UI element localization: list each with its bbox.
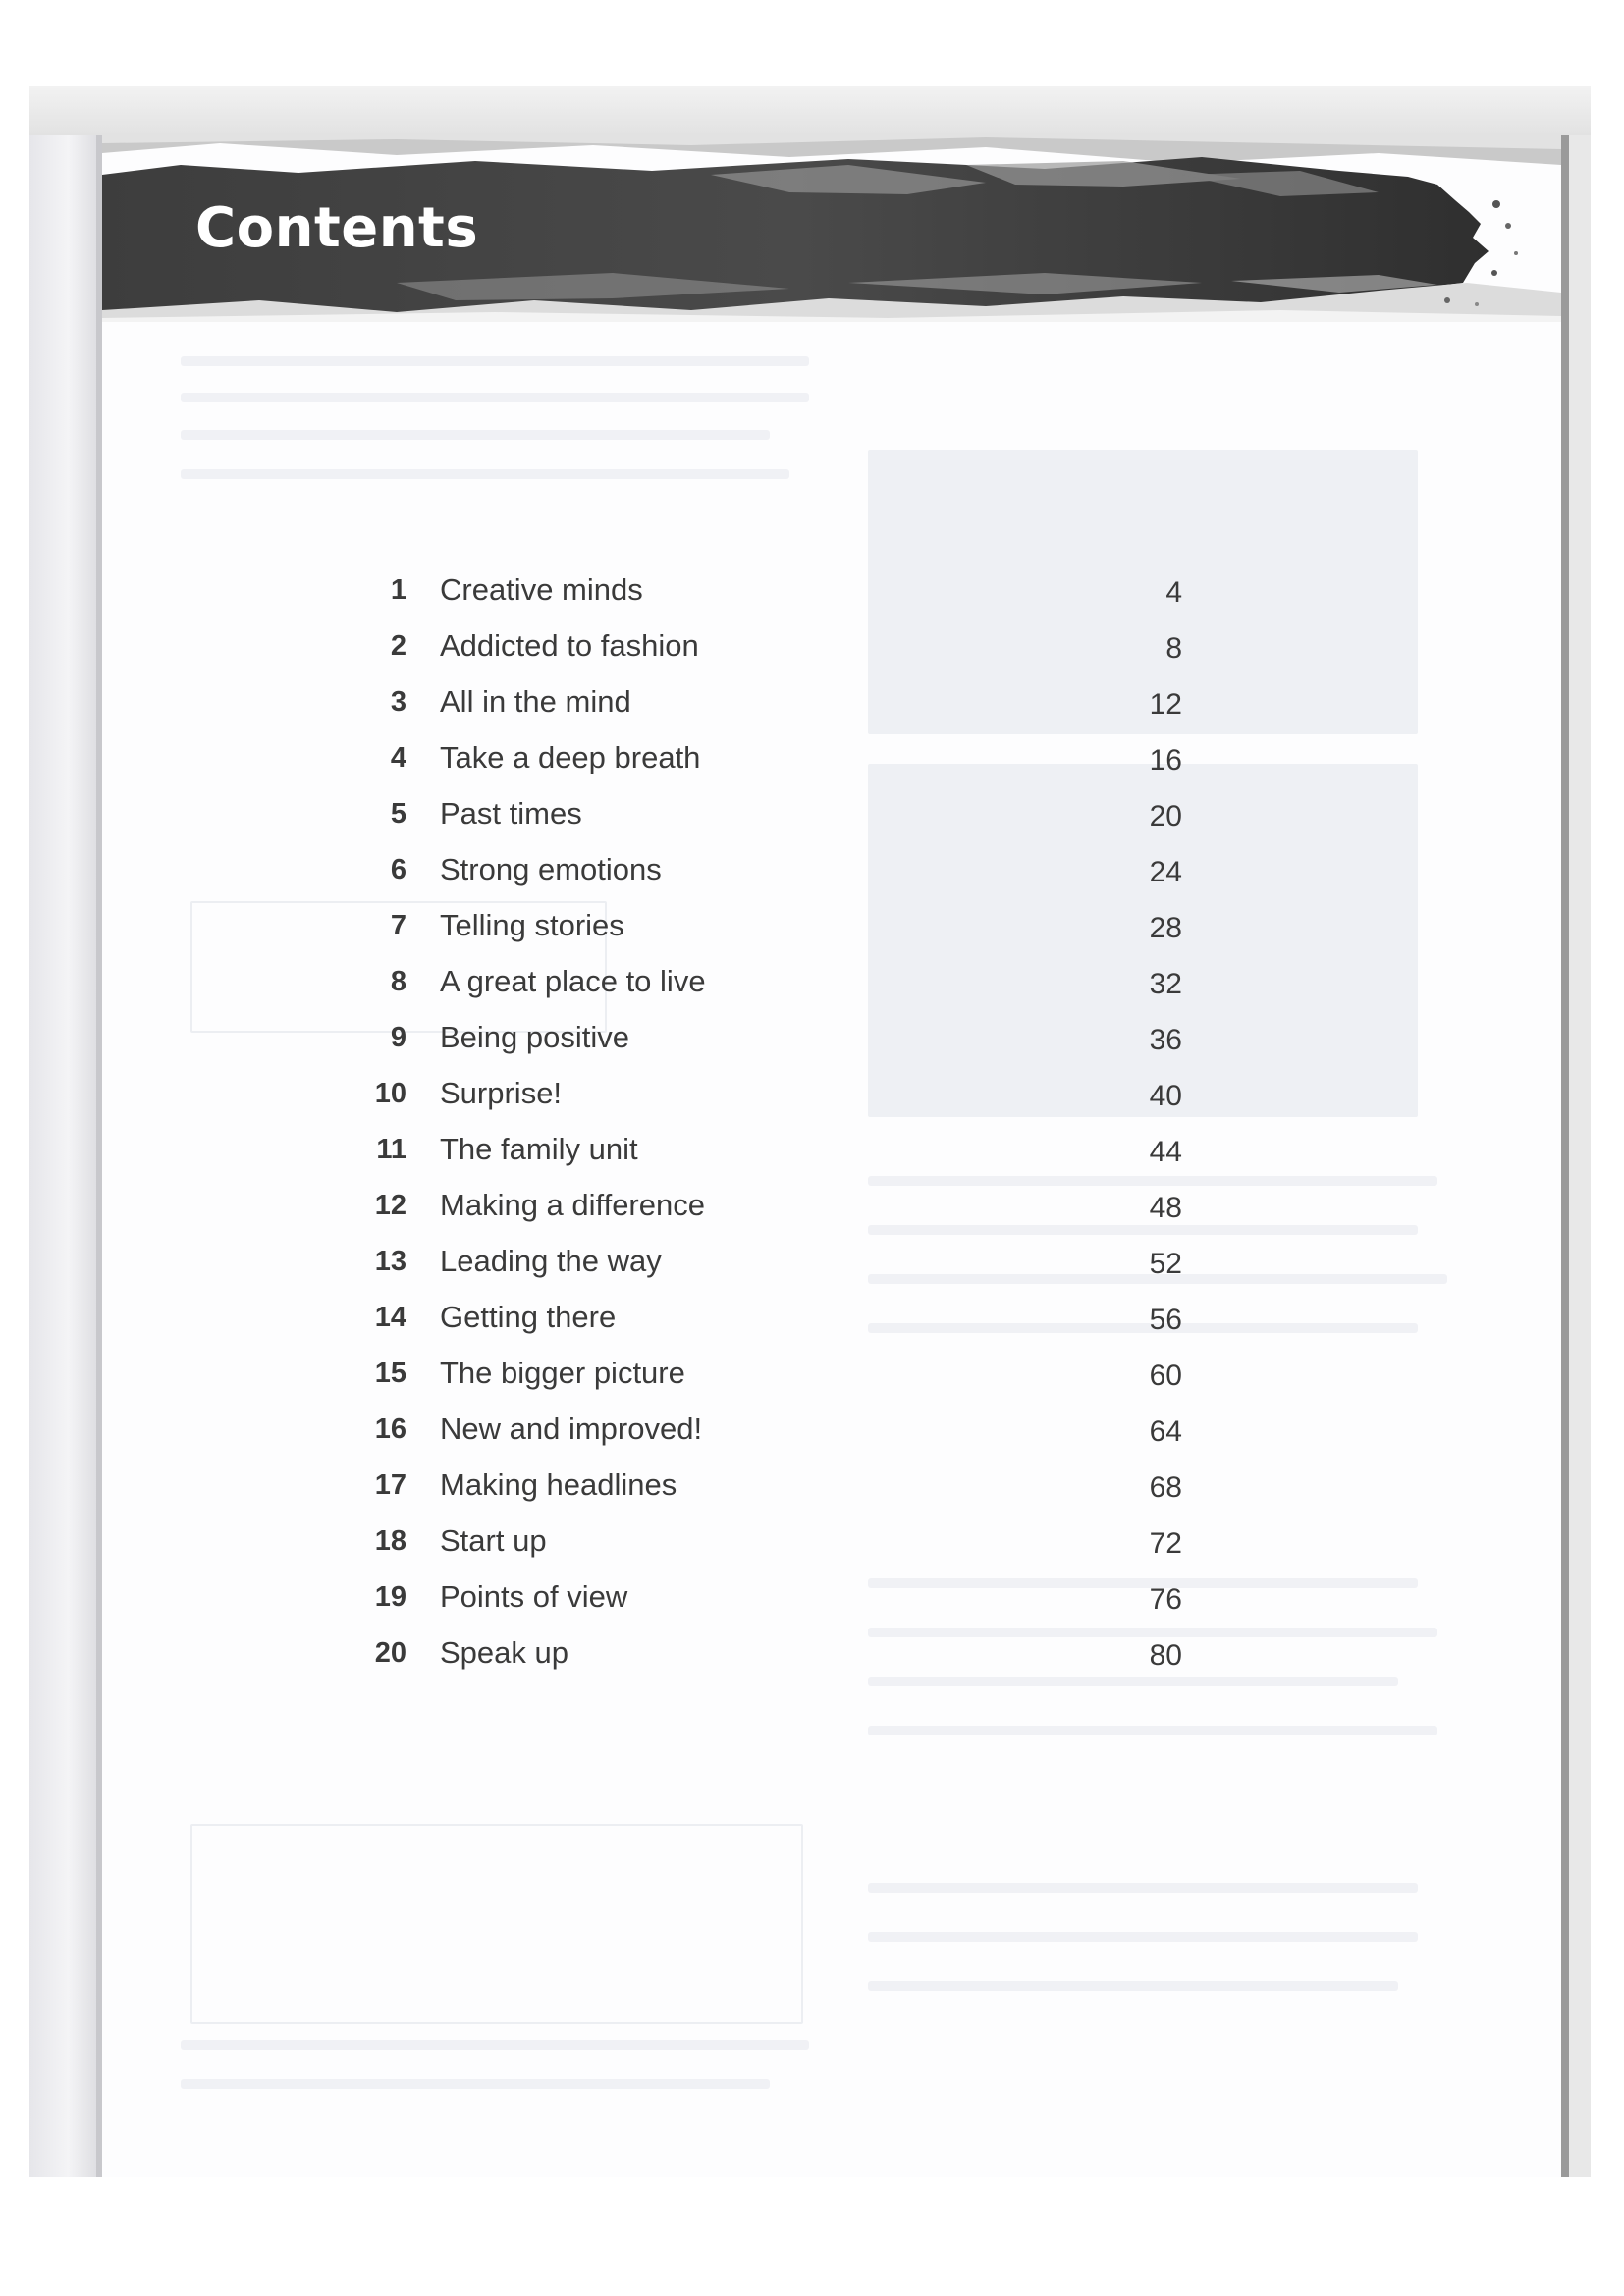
page-number: 68 — [1149, 1471, 1182, 1504]
show-through-text-line — [181, 430, 770, 440]
unit-title: Strong emotions — [440, 852, 662, 886]
unit-number: 15 — [374, 1358, 406, 1389]
page-number: 64 — [1149, 1415, 1182, 1448]
unit-number: 13 — [374, 1246, 406, 1277]
page-number: 8 — [1165, 632, 1182, 665]
page-number: 56 — [1149, 1304, 1182, 1336]
contents-header-banner — [102, 135, 1561, 322]
list-item — [102, 1074, 1561, 1119]
show-through-text-line — [868, 1981, 1398, 1991]
unit-number: 18 — [374, 1525, 406, 1557]
show-through-text-line — [868, 1932, 1418, 1942]
list-item — [102, 682, 1561, 727]
show-through-text-line — [181, 469, 789, 479]
unit-number: 7 — [390, 910, 406, 941]
list-item — [102, 738, 1561, 783]
page-number: 16 — [1149, 744, 1182, 776]
unit-number: 12 — [374, 1190, 406, 1221]
page-number: 76 — [1149, 1583, 1182, 1616]
page-number: 44 — [1149, 1136, 1182, 1168]
page-number: 20 — [1149, 800, 1182, 832]
unit-number: 9 — [390, 1022, 406, 1053]
list-item — [102, 626, 1561, 671]
page-number: 40 — [1149, 1080, 1182, 1112]
list-item — [102, 850, 1561, 895]
list-item — [102, 1298, 1561, 1343]
page-number: 72 — [1149, 1527, 1182, 1560]
show-through-text-line — [868, 1883, 1418, 1893]
unit-title: Start up — [440, 1523, 547, 1558]
page-number: 24 — [1149, 856, 1182, 888]
list-item — [102, 1466, 1561, 1511]
unit-title: Being positive — [440, 1020, 630, 1054]
page-number: 4 — [1165, 576, 1182, 609]
show-through-text-line — [868, 1176, 1437, 1186]
unit-number: 16 — [374, 1414, 406, 1445]
show-through-text-line — [181, 2040, 809, 2050]
scanner-top-edge — [29, 86, 1591, 137]
list-item — [102, 962, 1561, 1007]
page-number: 32 — [1149, 968, 1182, 1000]
show-through-box — [190, 1824, 803, 2024]
unit-title: Past times — [440, 796, 582, 830]
unit-number: 17 — [374, 1469, 406, 1501]
show-through-text-line — [181, 2079, 770, 2089]
unit-title: The family unit — [440, 1132, 638, 1166]
unit-number: 5 — [390, 798, 406, 829]
show-through-text-line — [868, 1726, 1437, 1735]
unit-title: Creative minds — [440, 572, 643, 607]
list-item — [102, 794, 1561, 839]
list-item — [102, 1130, 1561, 1175]
unit-title: Surprise! — [440, 1076, 563, 1110]
unit-title: Telling stories — [440, 908, 624, 942]
unit-title: Getting there — [440, 1300, 617, 1334]
unit-number: 1 — [390, 574, 406, 606]
unit-number: 20 — [374, 1637, 406, 1669]
page-number: 12 — [1149, 688, 1182, 721]
page-number: 80 — [1149, 1639, 1182, 1672]
unit-number: 10 — [374, 1078, 406, 1109]
unit-number: 8 — [390, 966, 406, 997]
page-number: 28 — [1149, 912, 1182, 944]
scanner-right-edge — [1561, 135, 1569, 2177]
unit-number: 14 — [374, 1302, 406, 1333]
unit-title: Points of view — [440, 1579, 628, 1614]
unit-number: 2 — [390, 630, 406, 662]
unit-title: Speak up — [440, 1635, 568, 1670]
unit-title: Take a deep breath — [440, 740, 701, 774]
list-item — [102, 570, 1561, 615]
list-item — [102, 1186, 1561, 1231]
page-number: 52 — [1149, 1248, 1182, 1280]
unit-title: Making a difference — [440, 1188, 705, 1222]
list-item — [102, 1410, 1561, 1455]
page-number: 48 — [1149, 1192, 1182, 1224]
unit-title: New and improved! — [440, 1412, 703, 1446]
show-through-text-line — [181, 393, 809, 402]
list-item — [102, 906, 1561, 951]
book-left-page-edge — [29, 135, 100, 2177]
list-item — [102, 1633, 1561, 1679]
unit-title: All in the mind — [440, 684, 631, 719]
unit-title: Making headlines — [440, 1468, 677, 1502]
list-item — [102, 1242, 1561, 1287]
list-item — [102, 1522, 1561, 1567]
unit-number: 11 — [376, 1134, 406, 1165]
list-item — [102, 1018, 1561, 1063]
show-through-text-line — [181, 356, 809, 366]
page-title: Contents — [195, 196, 479, 260]
unit-number: 19 — [374, 1581, 406, 1613]
unit-number: 4 — [390, 742, 406, 774]
scanner-right-strip — [1569, 135, 1591, 2177]
contents-page — [102, 135, 1561, 2177]
unit-title: The bigger picture — [440, 1356, 685, 1390]
unit-number: 3 — [390, 686, 406, 718]
unit-title: A great place to live — [440, 964, 706, 998]
page-number: 36 — [1149, 1024, 1182, 1056]
page-number: 60 — [1149, 1360, 1182, 1392]
list-item — [102, 1354, 1561, 1399]
unit-title: Addicted to fashion — [440, 628, 699, 663]
unit-title: Leading the way — [440, 1244, 662, 1278]
list-item — [102, 1577, 1561, 1623]
unit-number: 6 — [390, 854, 406, 885]
